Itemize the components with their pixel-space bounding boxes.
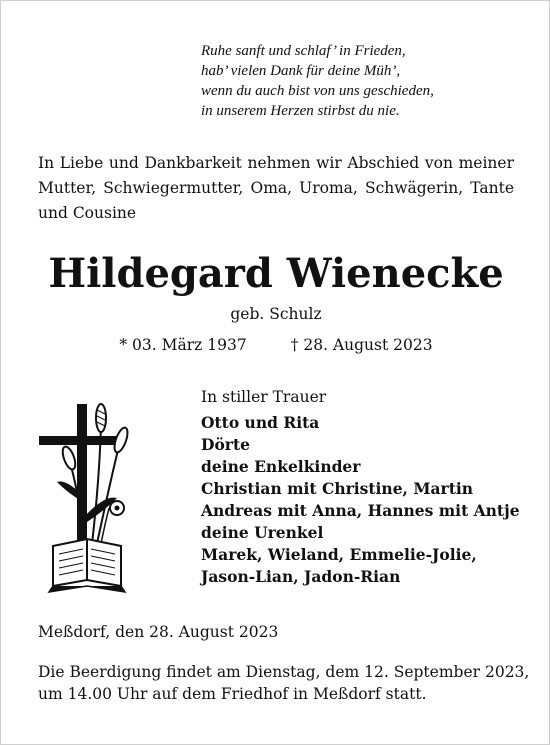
intro-text: In Liebe und Dankbarkeit nehmen wir Abschied von meiner Mutter, Schwiegermutter, Oma, Uroma, Schwägerin, Tante und Cousine xyxy=(38,154,514,222)
maiden-name: geb. Schulz xyxy=(230,305,322,323)
mourners-lead: In stiller Trauer xyxy=(201,388,327,406)
death-date: † 28. August 2023 xyxy=(290,336,433,354)
poem-line: hab’ vielen Dank für deine Müh’, xyxy=(201,63,401,79)
mourner-entry: Dörte xyxy=(201,435,250,454)
place-and-date: Meßdorf, den 28. August 2023 xyxy=(38,623,279,641)
funeral-line: Die Beerdigung findet am Dienstag, dem 12. September 2023, xyxy=(38,663,530,681)
funeral-line: um 14.00 Uhr auf dem Friedhof in Meßdorf statt. xyxy=(38,685,427,703)
cross-wheat-bible-icon xyxy=(39,396,189,596)
poem-line: wenn du auch bist von uns geschieden, xyxy=(201,83,434,99)
deceased-name: Hildegard Wienecke xyxy=(48,250,504,297)
poem-line: in unserem Herzen stirbst du nie. xyxy=(201,103,400,119)
poem-line: Ruhe sanft und schlaf’ in Frieden, xyxy=(201,43,406,59)
mourner-entry: Andreas mit Anna, Hannes mit Antje xyxy=(201,501,520,520)
mourner-entry: Otto und Rita xyxy=(201,413,320,432)
mourner-entry: deine Enkelkinder xyxy=(201,457,361,476)
mourner-entry: Marek, Wieland, Emmelie-Jolie, xyxy=(201,545,477,564)
life-dates xyxy=(1,334,550,356)
mourner-entry: Jason-Lian, Jadon-Rian xyxy=(201,567,401,586)
poem xyxy=(201,41,434,121)
mourner-entry: Christian mit Christine, Martin xyxy=(201,479,474,498)
birth-date: * 03. März 1937 xyxy=(119,336,247,354)
mourners-list xyxy=(201,386,520,588)
mourner-entry: deine Urenkel xyxy=(201,523,324,542)
funeral-info xyxy=(38,661,530,705)
